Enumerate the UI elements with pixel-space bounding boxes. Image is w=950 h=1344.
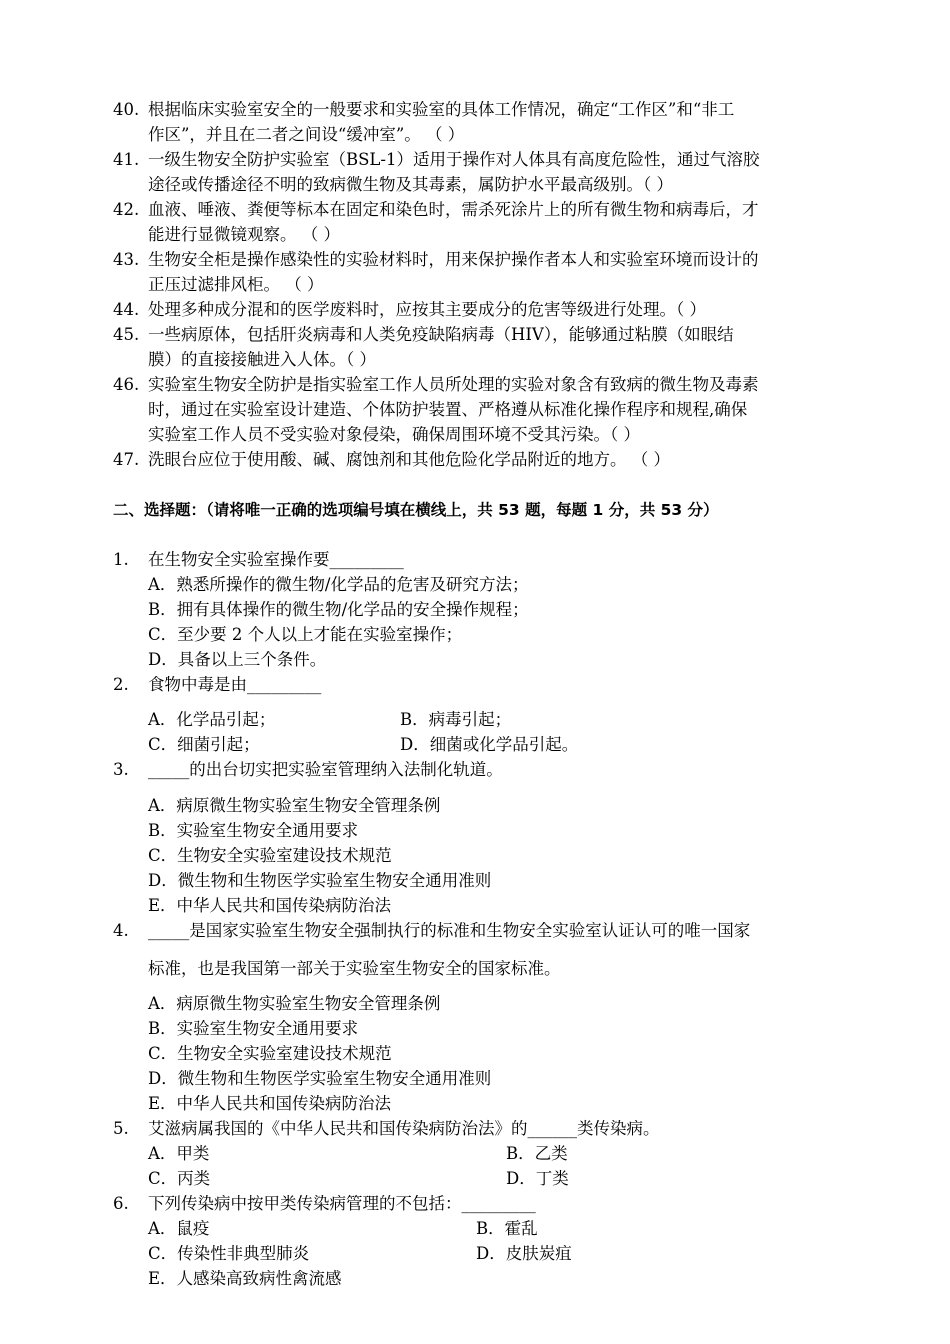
option-a: A．病原微生物实验室生物安全管理条例 — [148, 994, 441, 1013]
option-d: D．微生物和生物医学实验室生物安全通用准则 — [148, 1069, 492, 1088]
option-d: D．细菌或化学品引起。 — [400, 735, 579, 754]
option-d: D．皮肤炭疽 — [476, 1244, 572, 1263]
option-e: E．中华人民共和国传染病防治法 — [148, 1094, 392, 1113]
question-number: 6. — [113, 1194, 129, 1213]
question-number: 41. — [113, 150, 140, 169]
question-stem: 在生物安全实验室操作要_________ — [148, 550, 404, 569]
question-text: 时，通过在实验室设计建造、个体防护装置、严格遵从标准化操作程序和规程,确保 — [148, 400, 748, 419]
question-stem: _____是国家实验室生物安全强制执行的标准和生物安全实验室认证认可的唯一国家 — [148, 921, 751, 940]
option-b: B．病毒引起； — [400, 710, 512, 729]
question-number: 40. — [113, 100, 140, 119]
option-b: B．实验室生物安全通用要求 — [148, 821, 359, 840]
question-number: 44. — [113, 300, 140, 319]
question-number: 1. — [113, 550, 129, 569]
question-text: 生物安全柜是操作感染性的实验材料时，用来保护操作者本人和实验室环境而设计的 — [148, 250, 759, 269]
option-e: E．人感染高致病性禽流感 — [148, 1269, 342, 1288]
question-text: 途径或传播途径不明的致病微生物及其毒素，属防护水平最高级别。（ ） — [148, 175, 673, 194]
section-heading: 二、选择题：（请将唯一正确的选项编号填在横线上，共 53 题，每题 1 分，共 53 分） — [113, 501, 719, 519]
question-text: 血液、唾液、粪便等标本在固定和染色时，需杀死涂片上的所有微生物和病毒后，才 — [148, 200, 759, 219]
question-number: 5. — [113, 1119, 129, 1138]
question-text: 一些病原体，包括肝炎病毒和人类免疫缺陷病毒（HIV），能够通过粘膜（如眼结 — [148, 325, 734, 344]
option-a: A．熟悉所操作的微生物/化学品的危害及研究方法； — [148, 575, 529, 594]
option-a: A．甲类 — [148, 1144, 210, 1163]
option-d: D．微生物和生物医学实验室生物安全通用准则 — [148, 871, 492, 890]
option-b: B．霍乱 — [476, 1219, 538, 1238]
question-number: 4. — [113, 921, 129, 940]
option-b: B．拥有具体操作的微生物/化学品的安全操作规程； — [148, 600, 529, 619]
option-b: B．乙类 — [506, 1144, 568, 1163]
question-stem-continued: 标准，也是我国第一部关于实验室生物安全的国家标准。 — [148, 959, 561, 978]
question-stem: 下列传染病中按甲类传染病管理的不包括：_________ — [148, 1194, 536, 1213]
question-text: 洗眼台应位于使用酸、碱、腐蚀剂和其他危险化学品附近的地方。 （ ） — [148, 450, 670, 469]
question-text: 处理多种成分混和的医学废料时，应按其主要成分的危害等级进行处理。（ ） — [148, 300, 706, 319]
question-text: 作区”，并且在二者之间设“缓冲室”。 （ ） — [148, 125, 465, 144]
option-e: E．中华人民共和国传染病防治法 — [148, 896, 392, 915]
question-stem: 食物中毒是由_________ — [148, 675, 322, 694]
question-stem: _____的出台切实把实验室管理纳入法制化轨道。 — [148, 760, 503, 779]
question-stem: 艾滋病属我国的《中华人民共和国传染病防治法》的______类传染病。 — [148, 1119, 660, 1138]
question-text: 一级生物安全防护实验室（BSL-1）适用于操作对人体具有高度危险性，通过气溶胶 — [148, 150, 760, 169]
question-text: 实验室工作人员不受实验对象侵染，确保周围环境不受其污染。（ ） — [148, 425, 640, 444]
question-number: 3. — [113, 760, 129, 779]
question-number: 47. — [113, 450, 140, 469]
option-c: C．传染性非典型肺炎 — [148, 1244, 310, 1263]
question-number: 42. — [113, 200, 140, 219]
question-text: 正压过滤排风柜。 （ ） — [148, 275, 324, 294]
option-c: C．生物安全实验室建设技术规范 — [148, 1044, 392, 1063]
option-a: A．化学品引起； — [148, 710, 276, 729]
option-b: B．实验室生物安全通用要求 — [148, 1019, 359, 1038]
question-number: 43. — [113, 250, 140, 269]
option-d: D．丁类 — [506, 1169, 569, 1188]
question-number: 2. — [113, 675, 129, 694]
option-c: C．丙类 — [148, 1169, 211, 1188]
option-c: C．细菌引起； — [148, 735, 260, 754]
question-number: 46. — [113, 375, 140, 394]
question-text: 根据临床实验室安全的一般要求和实验室的具体工作情况，确定“工作区”和“非工 — [148, 100, 735, 119]
question-text: 能进行显微镜观察。 （ ） — [148, 225, 340, 244]
option-d: D．具备以上三个条件。 — [148, 650, 327, 669]
question-text: 膜）的直接接触进入人体。（ ） — [148, 350, 376, 369]
option-c: C．生物安全实验室建设技术规范 — [148, 846, 392, 865]
option-a: A．病原微生物实验室生物安全管理条例 — [148, 796, 441, 815]
question-text: 实验室生物安全防护是指实验室工作人员所处理的实验对象含有致病的微生物及毒素 — [148, 375, 759, 394]
question-number: 45. — [113, 325, 140, 344]
option-a: A．鼠疫 — [148, 1219, 210, 1238]
option-c: C．至少要 2 个人以上才能在实验室操作； — [148, 625, 463, 644]
